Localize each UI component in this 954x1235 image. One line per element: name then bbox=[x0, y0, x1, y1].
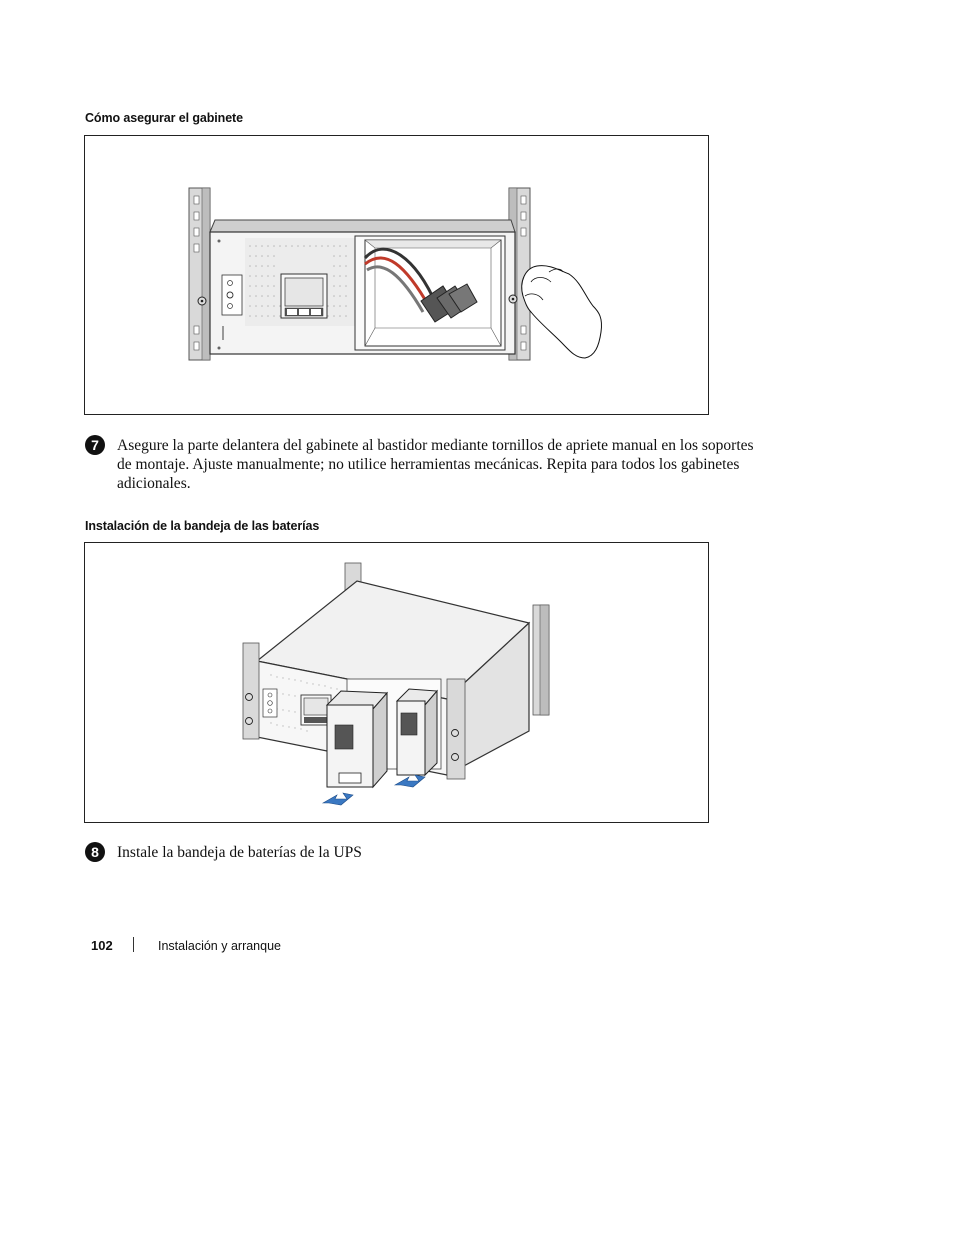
figure-battery-tray bbox=[84, 542, 709, 823]
right-rack-ear bbox=[447, 679, 465, 779]
ups-cabinet-front bbox=[210, 232, 515, 354]
left-rack-rail bbox=[189, 188, 210, 360]
battery-tray-1 bbox=[327, 691, 387, 787]
step-number-badge: 7 bbox=[85, 435, 105, 455]
figure-secure-cabinet bbox=[84, 135, 709, 415]
page-number: 102 bbox=[91, 938, 113, 953]
battery-tray-2 bbox=[397, 689, 437, 775]
lcd-display-panel bbox=[281, 274, 327, 318]
footer-section-title: Instalación y arranque bbox=[158, 939, 281, 953]
hand-tightening-screw bbox=[522, 266, 602, 358]
footer-divider bbox=[133, 937, 134, 952]
step-instruction-text: Instale la bandeja de baterías de la UPS bbox=[117, 844, 362, 861]
step-number-badge: 8 bbox=[85, 842, 105, 862]
insert-arrow-2 bbox=[395, 775, 425, 787]
figure-caption-battery-tray: Instalación de la bandeja de las baterías bbox=[85, 519, 320, 533]
illustration-ups-front-screw bbox=[85, 136, 708, 414]
step-instruction-text: Asegure la parte delantera del gabinete al bastidor mediante tornillos de apriete manual en los soportes de montaje. Ajuste manualmente; no utilice herramientas mecánicas. Repita para todos los gabinetes adicionales. bbox=[117, 437, 754, 492]
figure-caption-secure-cabinet: Cómo asegurar el gabinete bbox=[85, 111, 243, 125]
insert-arrow-1 bbox=[323, 793, 353, 805]
illustration-battery-tray-insert bbox=[85, 543, 708, 822]
left-rack-ear bbox=[243, 643, 259, 739]
